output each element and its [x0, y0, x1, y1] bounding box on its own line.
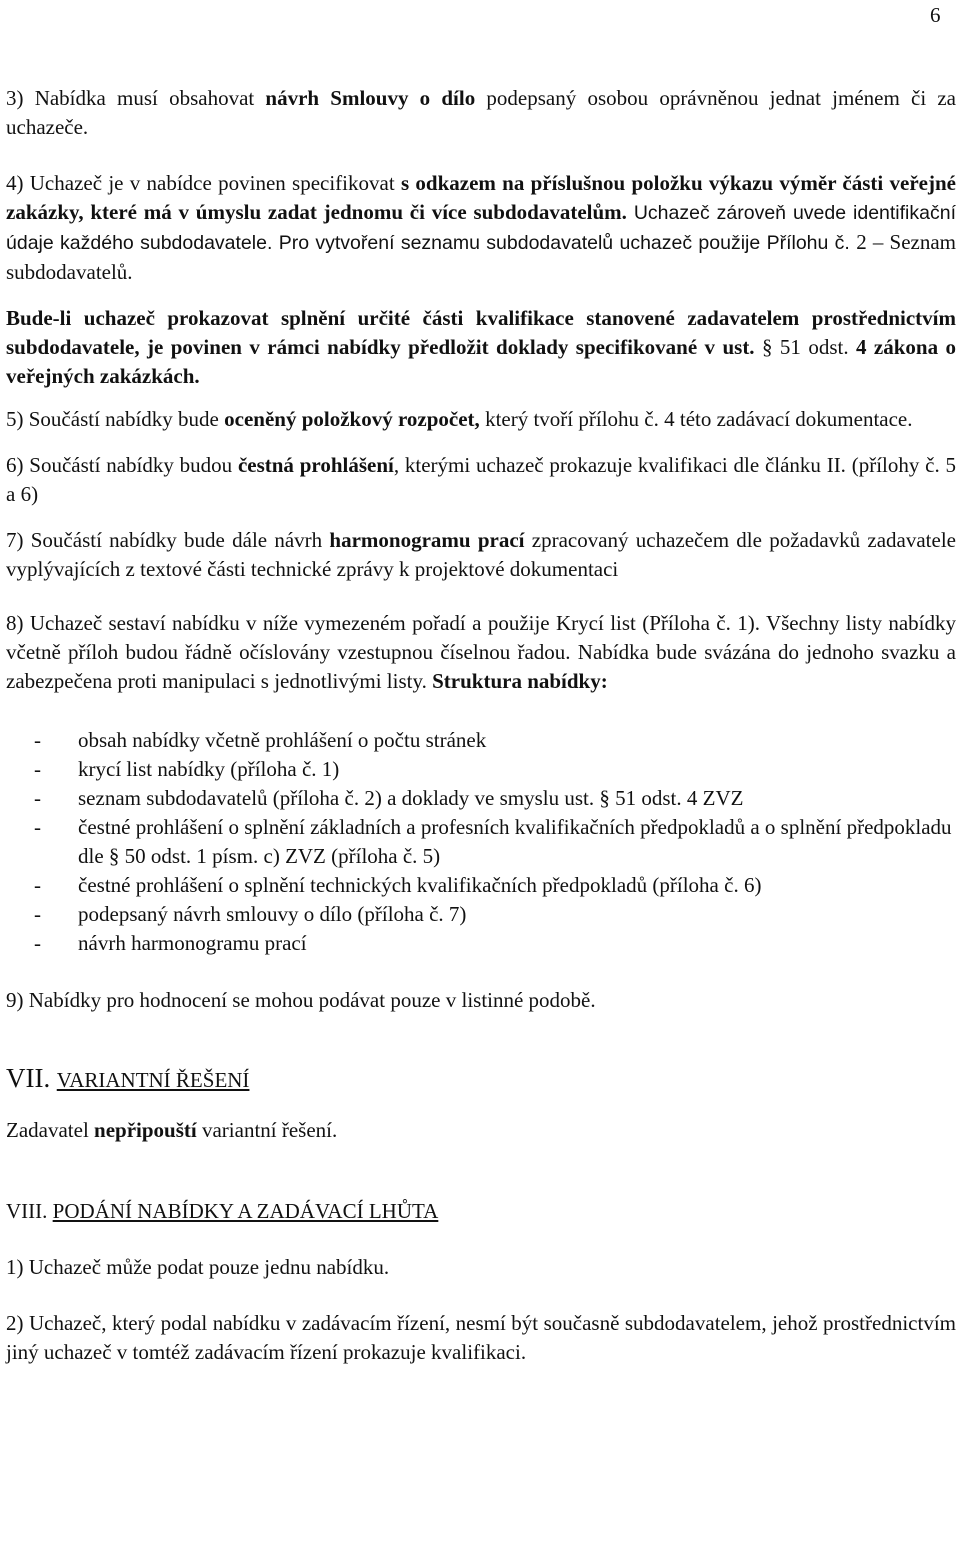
bold-text: 4 zákona o veřejných zakázkách.	[6, 335, 956, 388]
bold-text: nepřipouští	[94, 1118, 197, 1142]
bold-text: čestná prohlášení	[237, 453, 394, 477]
text: variantní řešení.	[196, 1118, 338, 1142]
paragraph-variants	[6, 1116, 956, 1145]
dash-bullet: -	[34, 815, 41, 839]
dash-bullet: -	[34, 786, 41, 810]
paragraph-viii-1: 1) Uchazeč může podat pouze jednu nabídku.	[6, 1255, 390, 1279]
list-item-text: čestné prohlášení o splnění základních a profesních kvalifikačních předpokladů a o splnění předpokladu dle § 50 odst. 1 písm. c) ZVZ (příloha č. 5)	[78, 815, 952, 868]
text: 4) Uchazeč je v nabídce povinen specifikovat	[6, 171, 401, 195]
paragraph-7	[6, 526, 956, 584]
paragraph-8	[6, 609, 956, 696]
text: podepsaný osobou oprávněnou jednat jménem či za uchazeče.	[6, 86, 956, 139]
bold-text: oceněný položkový rozpočet,	[224, 407, 480, 431]
bold-text: s odkazem na příslušnou položku výkazu výměr části veřejné zakázky, které má v úmyslu zadat jednomu či více subdodavatelům.	[6, 171, 956, 224]
list-item	[6, 755, 956, 784]
text: Uchazeč zároveň uvede identifikační údaje každého subdodavatele. Pro vytvoření seznamu subdodavatelů uchazeč použije Přílohu č.	[6, 202, 956, 254]
text: 6) Součástí nabídky budou	[6, 453, 238, 477]
dash-bullet: -	[34, 873, 41, 897]
paragraph-subcontractor-qualification	[6, 304, 956, 391]
list-item	[6, 813, 956, 871]
text: 7) Součástí nabídky bude dále návrh	[6, 528, 330, 552]
dash-bullet: -	[34, 902, 41, 926]
list-item-text: obsah nabídky včetně prohlášení o počtu stránek	[78, 728, 487, 752]
list-item-text: návrh harmonogramu prací	[78, 931, 307, 955]
bold-text: Bude-li uchazeč prokazovat splnění určité části kvalifikace stanovené zadavatelem prostřednictvím subdodavatele, je povinen v rámci nabídky předložit doklady specifikované v ust.	[6, 306, 956, 359]
paragraph-5	[6, 405, 956, 434]
list-item-text: podepsaný návrh smlouvy o dílo (příloha č. 7)	[78, 902, 467, 926]
text: 2 – Seznam subdodavatelů.	[6, 230, 956, 284]
list-item	[6, 784, 956, 813]
list-item	[6, 900, 956, 929]
paragraph-3	[6, 84, 956, 142]
text: Zadavatel	[6, 1118, 95, 1142]
text: 8) Uchazeč sestaví nabídku v níže vymezeném pořadí a použije Krycí list (Příloha č. 1). Všechny listy nabídky včetně příloh budou řádně očíslovány vzestupnou číselnou řadou. Nabídka bude svázána do jednoho svazku a zabezpečena proti manipulaci s jednotlivými listy.	[6, 611, 956, 693]
list-item	[6, 871, 956, 900]
page-number: 6	[930, 3, 941, 27]
bold-text: Struktura nabídky:	[432, 669, 608, 693]
paragraph-6	[6, 451, 956, 509]
text: 5) Součástí nabídky bude	[6, 407, 225, 431]
paragraph-viii-2: 2) Uchazeč, který podal nabídku v zadávacím řízení, nesmí být současně subdodavatelem, jehož prostřednictvím jiný uchazeč v tomtéž zadávacím řízení prokazuje kvalifikaci.	[6, 1311, 956, 1364]
text: , kterými uchazeč prokazuje kvalifikaci dle článku II. (přílohy č. 5 a 6)	[6, 453, 956, 506]
list-item	[6, 929, 956, 958]
section-heading-vii	[6, 1062, 956, 1096]
bold-text: harmonogramu prací	[329, 528, 525, 552]
offer-structure-list	[6, 726, 956, 958]
section-number: VII.	[6, 1063, 51, 1093]
text: zpracovaný uchazečem dle požadavků zadavatele vyplývajících z textové části technické zprávy k projektové dokumentaci	[6, 528, 956, 581]
bold-text: návrh Smlouvy o dílo	[265, 86, 476, 110]
section-title: PODÁNÍ NABÍDKY A ZADÁVACÍ LHŮTA	[52, 1199, 439, 1223]
document-body	[6, 84, 956, 1367]
dash-bullet: -	[34, 931, 41, 955]
text: § 51 odst.	[761, 335, 849, 359]
dash-bullet: -	[34, 757, 41, 781]
section-heading-viii	[6, 1197, 956, 1226]
text: který tvoří přílohu č. 4 této zadávací dokumentace.	[479, 407, 913, 431]
list-item-text: krycí list nabídky (příloha č. 1)	[78, 757, 340, 781]
paragraph-9: 9) Nabídky pro hodnocení se mohou podávat pouze v listinné podobě.	[6, 988, 596, 1012]
dash-bullet: -	[34, 728, 41, 752]
section-title: VARIANTNÍ ŘEŠENÍ	[56, 1068, 250, 1092]
list-item	[6, 726, 956, 755]
list-item-text: seznam subdodavatelů (příloha č. 2) a doklady ve smyslu ust. § 51 odst. 4 ZVZ	[78, 786, 744, 810]
list-item-text: čestné prohlášení o splnění technických kvalifikačních předpokladů (příloha č. 6)	[78, 873, 762, 897]
section-number: VIII.	[6, 1199, 48, 1223]
paragraph-4	[6, 169, 956, 287]
text: 3) Nabídka musí obsahovat	[6, 86, 266, 110]
